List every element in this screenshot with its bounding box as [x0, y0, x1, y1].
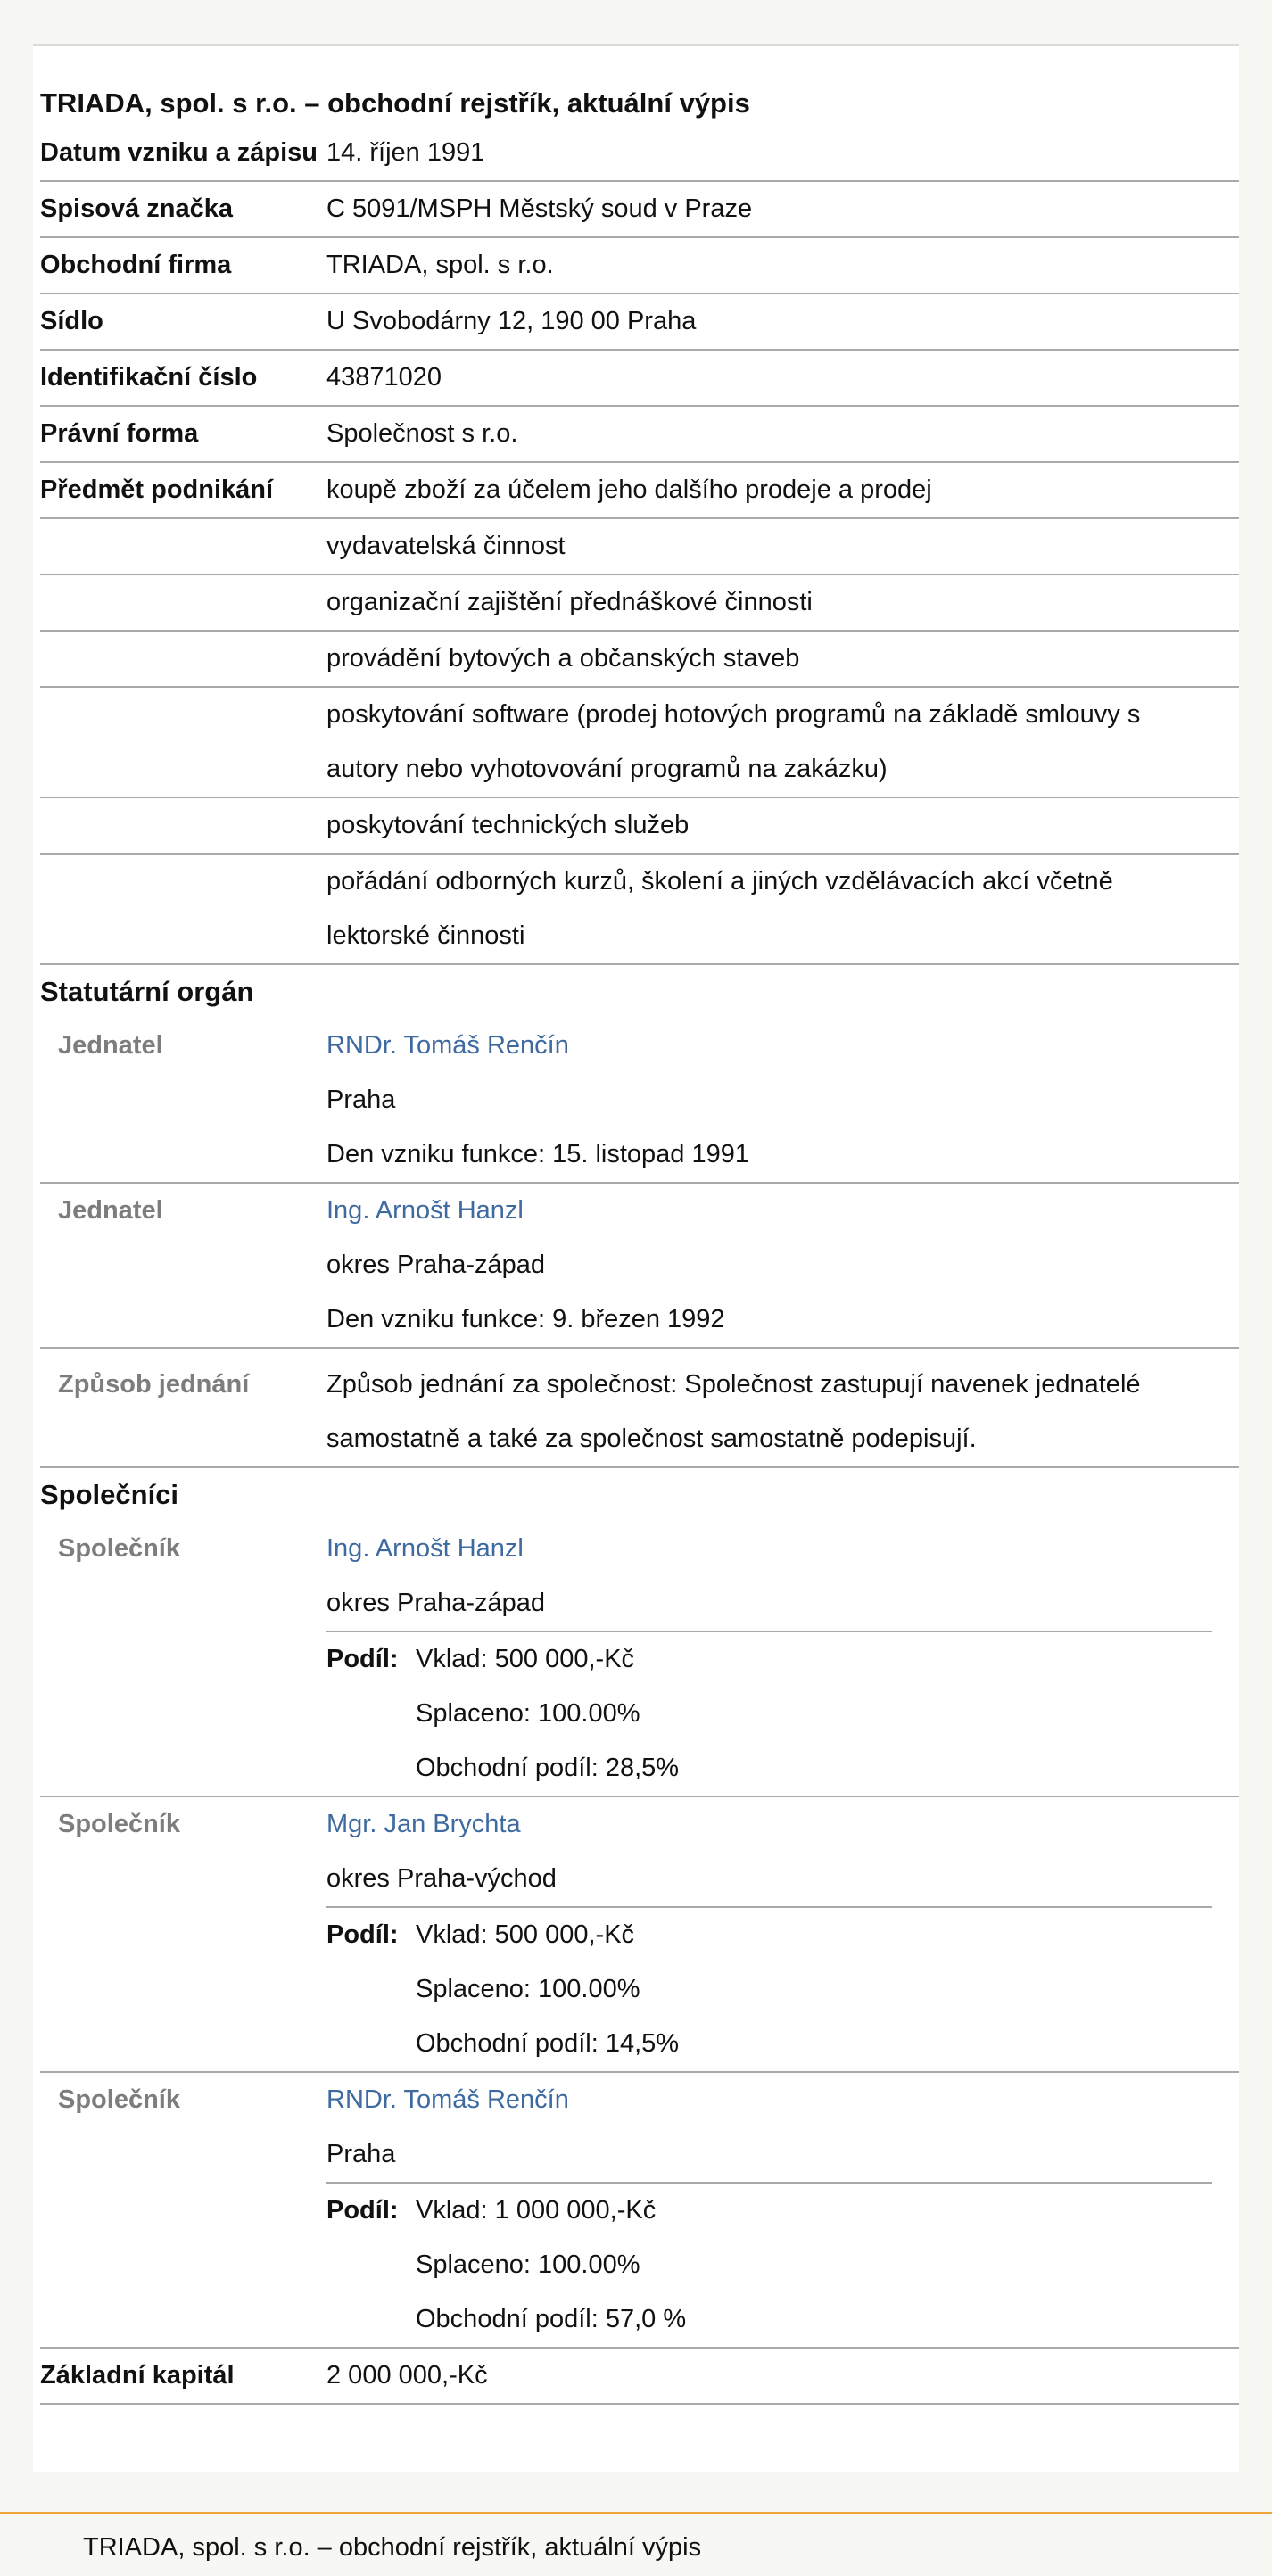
- row-predmet-podnikani: [40, 463, 1239, 519]
- share-label: Podíl:: [326, 1645, 399, 1673]
- share-deposit: Vklad: 1 000 000,-Kč: [416, 2196, 657, 2225]
- person-link[interactable]: RNDr. Tomáš Renčín: [326, 1031, 569, 1060]
- person-place: okres Praha-západ: [326, 1589, 546, 1617]
- field-label: Obchodní firma: [40, 251, 232, 279]
- field-value: U Svobodárny 12, 190 00 Praha: [326, 307, 697, 335]
- field-value: 2 000 000,-Kč: [326, 2361, 488, 2390]
- row-jednatel: [40, 1019, 1239, 1184]
- share-percent: Obchodní podíl: 28,5%: [416, 1754, 680, 1782]
- field-value: Společnost s r.o.: [326, 419, 518, 448]
- activity-item: koupě zboží za účelem jeho dalšího prodeje a prodej: [326, 475, 932, 504]
- page-title: TRIADA, spol. s r.o. – obchodní rejstřík, aktuální výpis: [40, 87, 750, 119]
- row-pravni-forma: [40, 407, 1239, 463]
- field-value: 43871020: [326, 363, 442, 392]
- field-label: Právní forma: [40, 419, 199, 448]
- function-since: Den vzniku funkce: 9. březen 1992: [326, 1305, 725, 1333]
- activity-item: pořádání odborných kurzů, školení a jiných vzdělávacích akcí včetně lektorské činnosti: [326, 867, 1113, 950]
- row-spolecnik: [40, 1797, 1239, 2073]
- field-label: Datum vzniku a zápisu: [40, 138, 318, 167]
- row-sidlo: [40, 294, 1239, 351]
- person-place: okres Praha-západ: [326, 1251, 546, 1279]
- field-label: Identifikační číslo: [40, 363, 258, 392]
- row-zpusob-jednani: [40, 1349, 1239, 1468]
- row-spolecnik: [40, 1522, 1239, 1797]
- row-obchodni-firma: [40, 238, 1239, 294]
- register-extract-panel: [33, 46, 1239, 2472]
- activity-item: organizační zajištění přednáškové činnosti: [326, 588, 813, 616]
- share-percent: Obchodní podíl: 14,5%: [416, 2029, 680, 2058]
- share-block: [326, 1906, 1212, 2071]
- person-link[interactable]: Ing. Arnošt Hanzl: [326, 1196, 524, 1225]
- activity-item: vydavatelská činnost: [326, 532, 566, 560]
- share-paid: Splaceno: 100.00%: [416, 2250, 640, 2279]
- role-label: Společník: [58, 1810, 180, 1838]
- row-activity: [40, 519, 1239, 575]
- field-value: TRIADA, spol. s r.o.: [326, 251, 554, 279]
- activity-item: poskytování technických služeb: [326, 811, 690, 839]
- row-datum-vzniku: [40, 126, 1239, 182]
- role-label: Společník: [58, 1534, 180, 1563]
- footer-text: TRIADA, spol. s r.o. – obchodní rejstřík, aktuální výpis: [83, 2533, 702, 2562]
- row-activity: [40, 688, 1239, 798]
- person-link[interactable]: Mgr. Jan Brychta: [326, 1810, 521, 1838]
- row-spolecnik: [40, 2073, 1239, 2349]
- row-activity: [40, 855, 1239, 965]
- person-link[interactable]: Ing. Arnošt Hanzl: [326, 1534, 524, 1563]
- field-label: Spisová značka: [40, 194, 233, 223]
- zpusob-jednani-text: Způsob jednání za společnost: Společnost zastupují navenek jednatelé samostatně a také za společnost samostatně podepisují.: [326, 1370, 1141, 1453]
- share-deposit: Vklad: 500 000,-Kč: [416, 1645, 635, 1673]
- field-label: Předmět podnikání: [40, 475, 274, 504]
- field-value: C 5091/MSPH Městský soud v Praze: [326, 194, 753, 223]
- footer-accent-line: [0, 2512, 1272, 2514]
- role-label: Jednatel: [58, 1196, 163, 1225]
- function-since: Den vzniku funkce: 15. listopad 1991: [326, 1140, 749, 1168]
- activity-item: poskytování software (prodej hotových programů na základě smlouvy s autory nebo vyhotovování programů na zakázku): [326, 700, 1141, 783]
- field-label: Základní kapitál: [40, 2361, 235, 2390]
- share-deposit: Vklad: 500 000,-Kč: [416, 1920, 635, 1949]
- share-percent: Obchodní podíl: 57,0 %: [416, 2305, 687, 2333]
- row-identifikacni-cislo: [40, 351, 1239, 407]
- row-activity: [40, 632, 1239, 688]
- share-block: [326, 1631, 1212, 1796]
- row-activity: [40, 575, 1239, 632]
- row-activity: [40, 798, 1239, 855]
- person-place: Praha: [326, 2140, 396, 2168]
- section-heading-statutarni-organ: Statutární orgán: [40, 976, 254, 1007]
- activity-item: provádění bytových a občanských staveb: [326, 644, 800, 673]
- row-spisova-znacka: [40, 182, 1239, 238]
- share-label: Podíl:: [326, 2196, 399, 2225]
- share-block: [326, 2182, 1212, 2347]
- role-label: Způsob jednání: [58, 1370, 250, 1399]
- field-value: 14. říjen 1991: [326, 138, 485, 167]
- share-label: Podíl:: [326, 1920, 399, 1949]
- person-place: okres Praha-východ: [326, 1864, 557, 1893]
- person-link[interactable]: RNDr. Tomáš Renčín: [326, 2085, 569, 2114]
- person-place: Praha: [326, 1086, 396, 1114]
- section-heading-spolecnici: Společníci: [40, 1479, 179, 1510]
- role-label: Společník: [58, 2085, 180, 2114]
- row-zakladni-kapital: [40, 2349, 1239, 2405]
- share-paid: Splaceno: 100.00%: [416, 1975, 640, 2003]
- share-paid: Splaceno: 100.00%: [416, 1699, 640, 1728]
- field-label: Sídlo: [40, 307, 103, 335]
- role-label: Jednatel: [58, 1031, 163, 1060]
- row-jednatel: [40, 1184, 1239, 1349]
